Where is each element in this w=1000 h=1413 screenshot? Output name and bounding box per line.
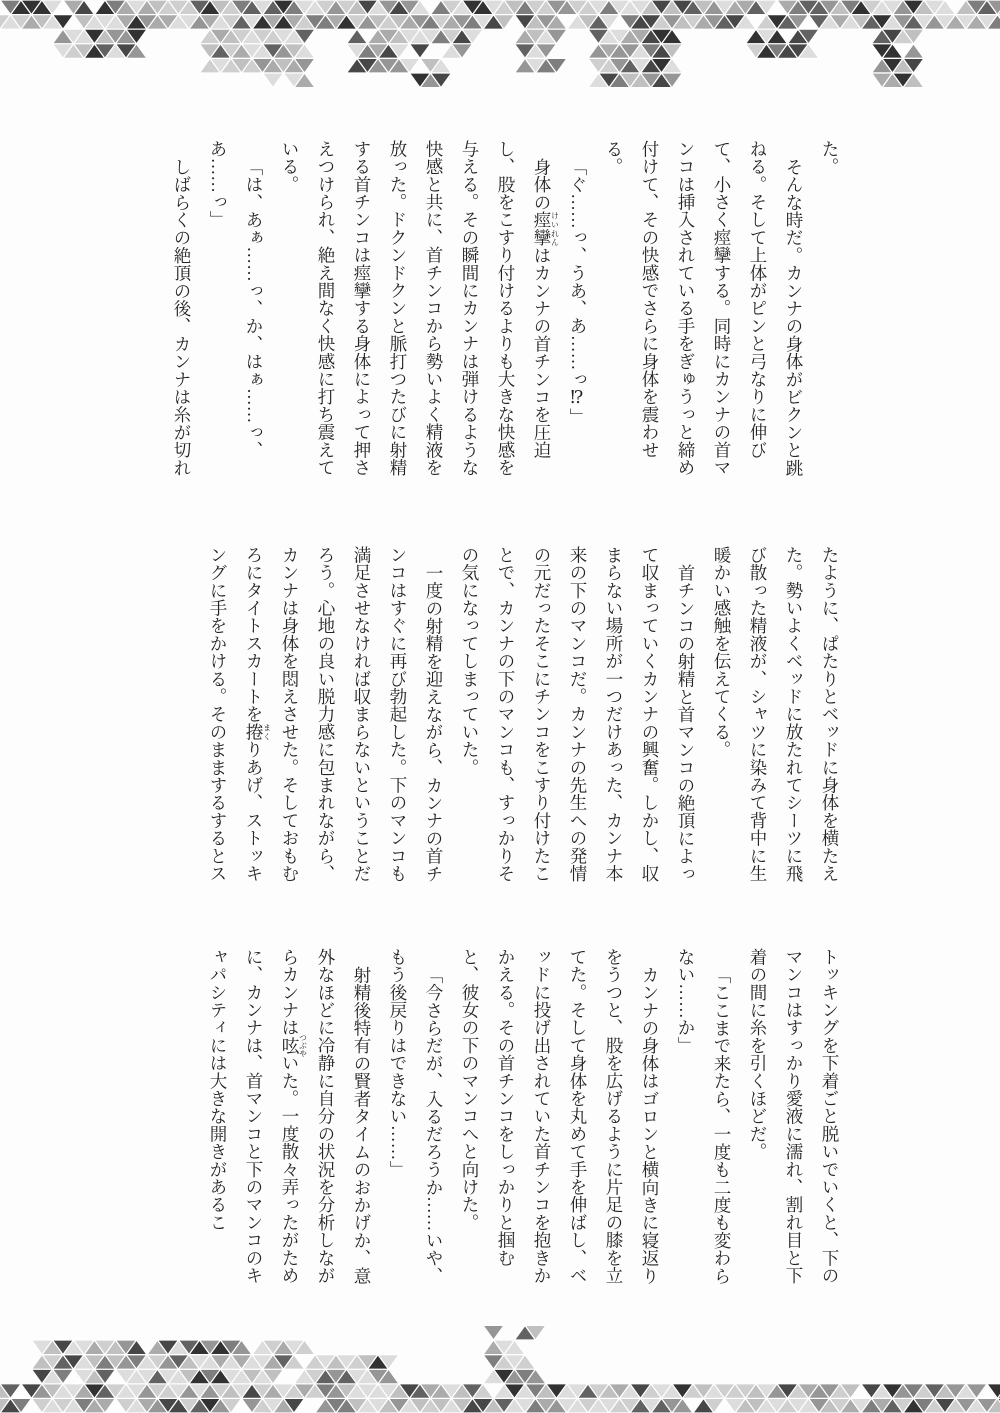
paragraph: 首チンコの射精と首マンコの絶頂によって収まっていくカンナの興奮。しかし、収まらない場所が一つだけあった、カンナ本来の下のマンコだ。カンナの先生への発情の元だったそこにチンコをこすり付けたことで、カンナの下のマンコも、すっかりその気になってしまっていた。 xyxy=(460,546,696,883)
paragraph: そんな時だ。カンナの身体がビクンと跳ねる。そして上体がピンと弓なりに伸びて、小さく痙攣する。同時にカンナの首マンコは挿入されている手をぎゅうっと締め付けて、その快感でさらに身体を震わせる。 xyxy=(604,140,804,477)
furigana-ruby: 痙攣けいれん xyxy=(532,210,560,247)
paragraph: 「今さらだが、入るだろうか……いや、もう後戻りはできない……」 xyxy=(388,948,444,1285)
paragraph: しばらくの絶頂の後、カンナは糸が切れ xyxy=(172,157,192,477)
furigana-ruby: 捲まく xyxy=(244,723,272,741)
furigana-ruby: 呟つぶや xyxy=(280,1033,308,1058)
paragraph: 「は、あぁ……っ、か、はぁ……っ、あ……っ」 xyxy=(208,140,264,459)
text-block-1 xyxy=(164,140,848,478)
paragraph: 一度の射精を迎えながら、カンナの首チンコはすぐに再び勃起した。下のマンコも満足させなければ収まらないということだろう。心地の良い脱力感に包まれながら、カンナは身体を悶えさせた。そしておもむろにタイトスカートを捲まくりあげ、ストッキングに手をかける。そのままするするとス xyxy=(208,546,444,883)
paragraph: 身体の痙攣けいれんはカンナの首チンコを圧迫し、股をこすり付けるよりも大きな快感を与える。その瞬間にカンナは弾けるような快感と共に、首チンコから勢いよく精液を放った。ドクンドクンと脈打つたびに射精する首チンコは痙攣する身体によって押さえつけられ、絶え間なく快感に打ち震えている。 xyxy=(280,140,560,477)
paragraph: 射精後特有の賢者タイムのおかげか、意外なほどに冷静に自分の状況を分析しながらカンナは呟つぶやいた。一度散々弄ったがために、カンナは、首マンコと下のマンコのキャパシティには大きな開きがあるこ xyxy=(208,948,372,1285)
paragraph: た。 xyxy=(820,140,840,176)
paragraph: 「ここまで来たら、一度も二度も変わらない……か」 xyxy=(676,948,732,1285)
triangle-mosaic-border-bottom xyxy=(0,1325,1000,1413)
paragraph: たように、ぱたりとベッドに身体を横たえた。勢いよくベッドに放たれてシーツに飛び散った精液が、シャツに染みて背中に生暖かい感触を伝えてくる。 xyxy=(712,546,840,883)
paragraph: 「ぐ……っ、うあ、あ……っ⁉」 xyxy=(568,157,588,426)
triangle-mosaic-border-top xyxy=(0,0,1000,88)
text-block-3 xyxy=(200,948,848,1286)
paragraph: カンナの身体はゴロンと横向きに寝返りをうつと、股を広げるように片足の膝を立てた。そして身体を丸めて手を伸ばし、ベッドに投げ出されていた首チンコを抱きかかえる。その首チンコをしっかりと掴むと、彼女の下のマンコへと向けた。 xyxy=(460,948,660,1285)
paragraph: トッキングを下着ごと脱いでいくと、下のマンコはすっかり愛液に濡れ、割れ目と下着の間に糸を引くほどだ。 xyxy=(748,948,840,1285)
text-block-2 xyxy=(200,546,848,884)
